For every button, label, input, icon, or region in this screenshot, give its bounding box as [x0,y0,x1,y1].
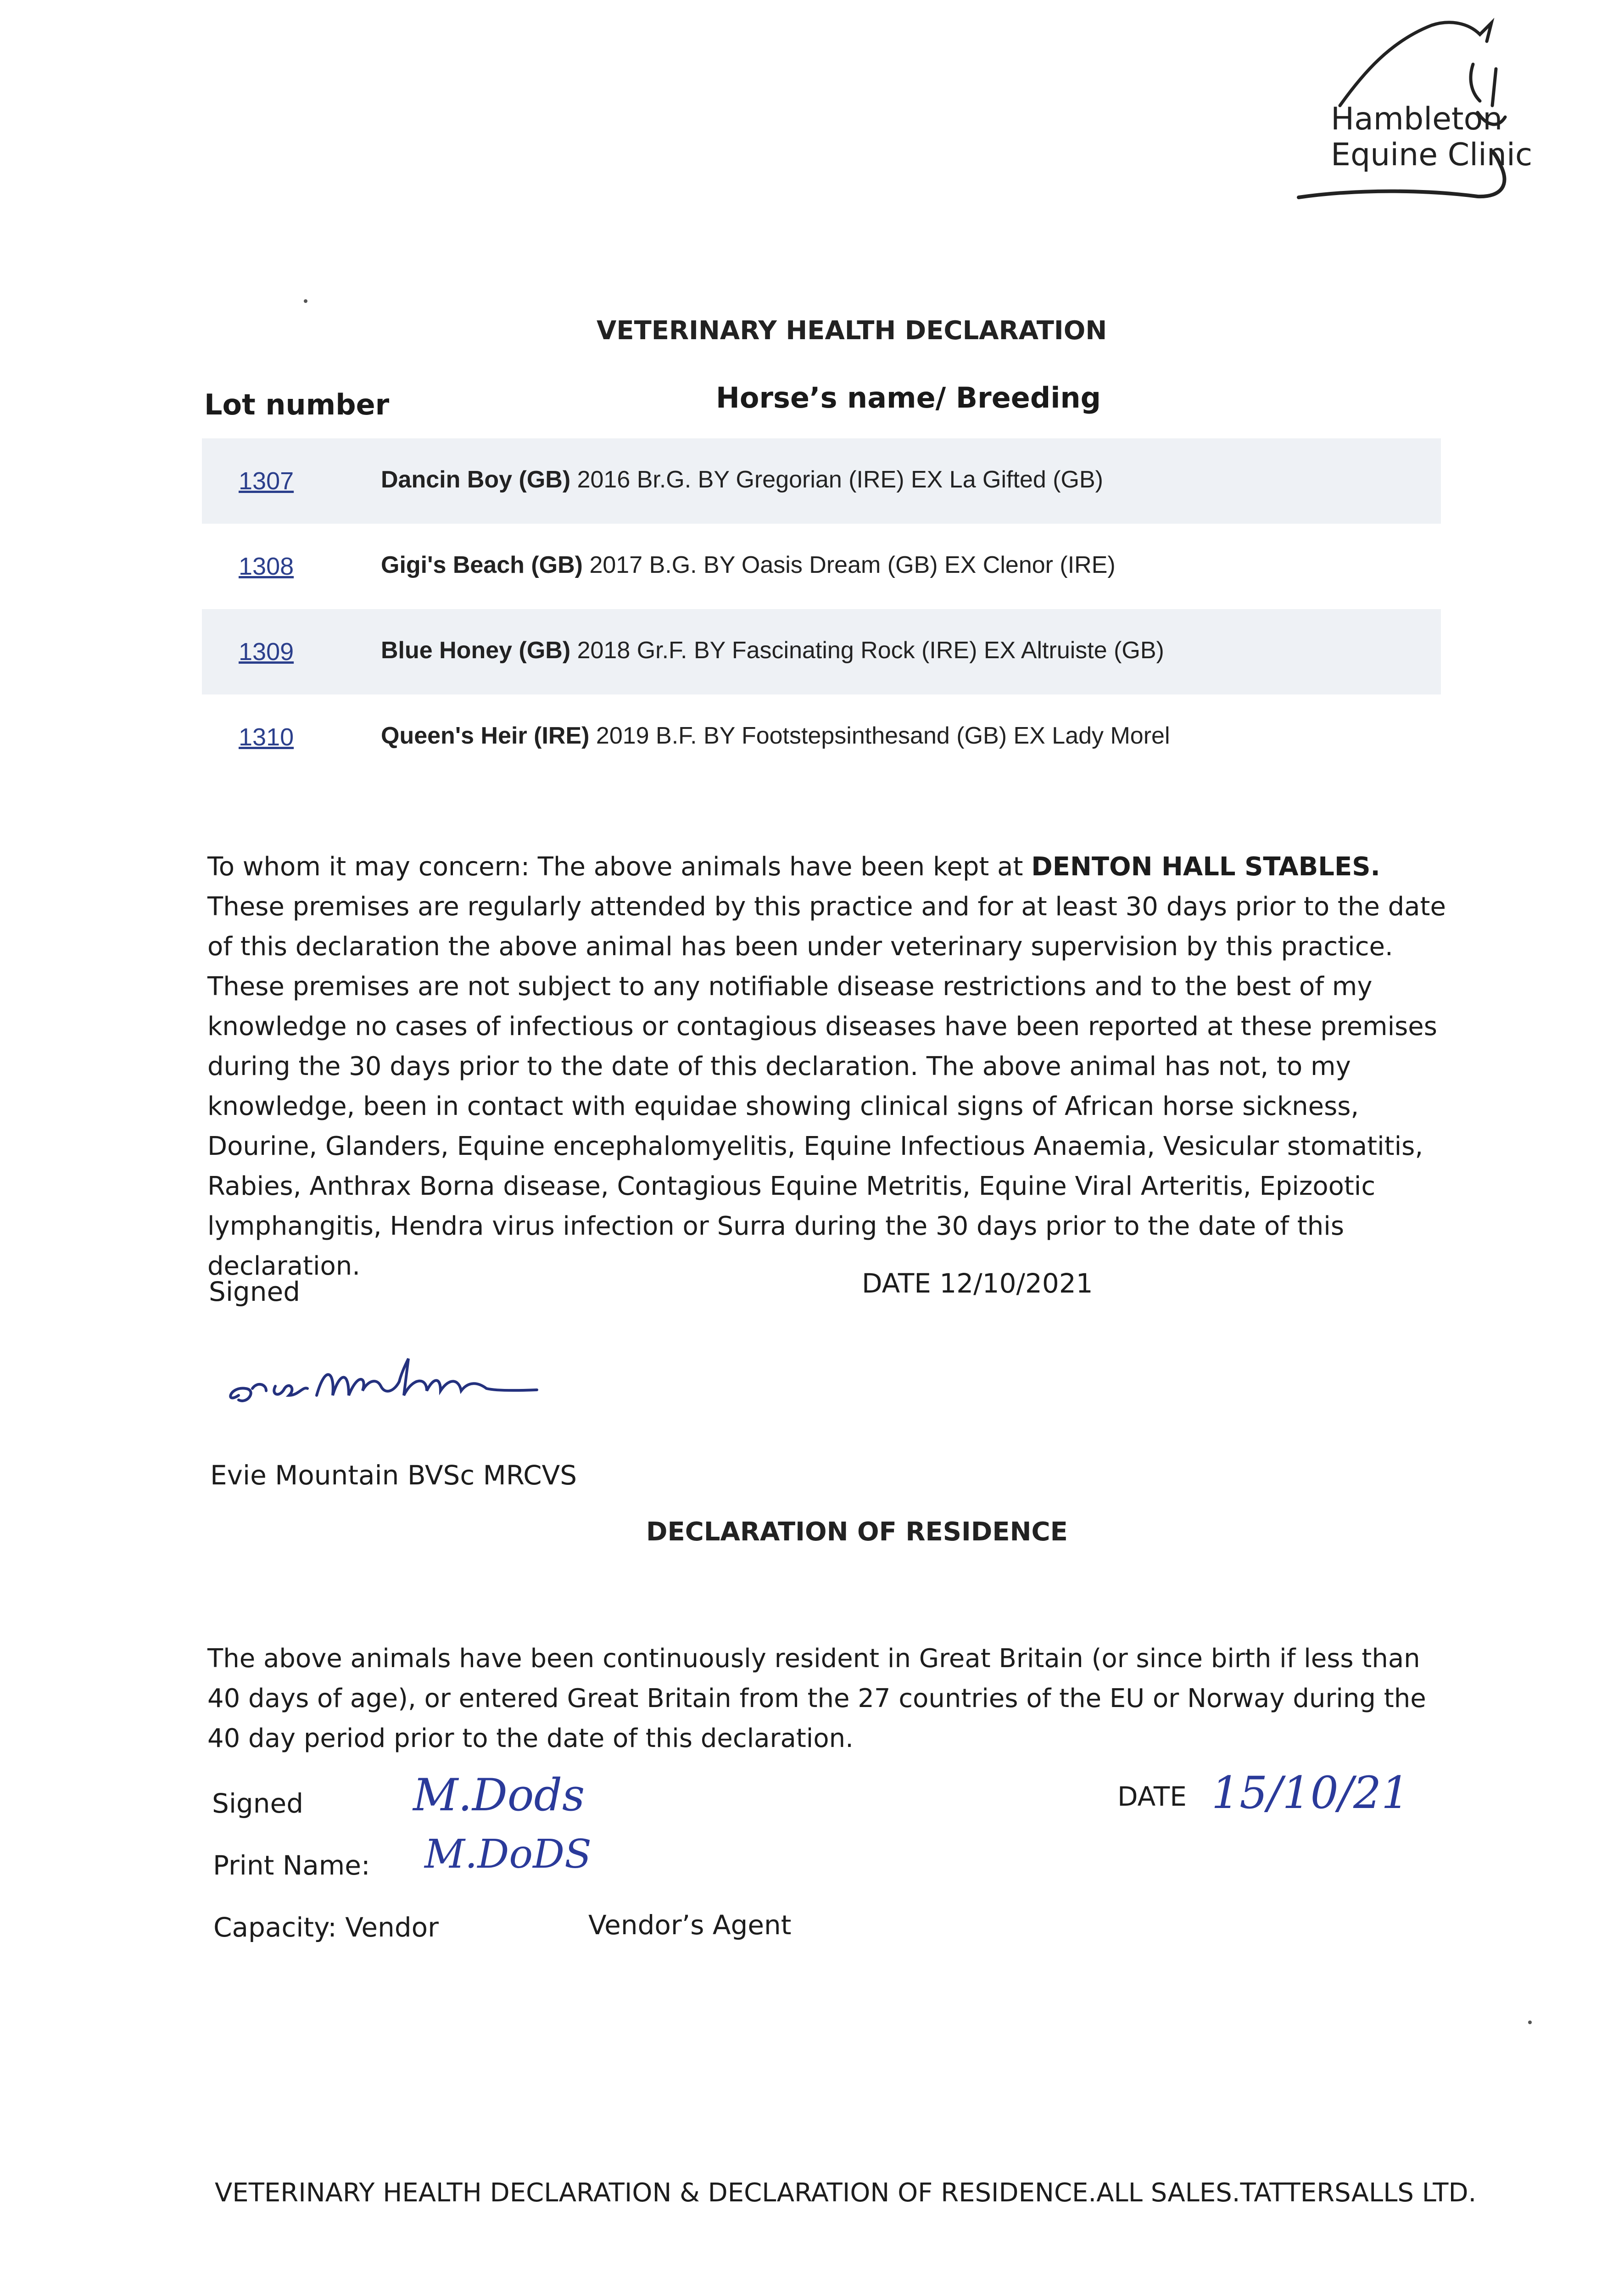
scan-speck [304,299,307,303]
health-declaration-body [207,847,1456,1286]
capacity-vendor-label: Capacity: Vendor [213,1912,439,1943]
print-name-label: Print Name: [213,1850,370,1881]
horse-name: Queen's Heir (IRE) [381,722,590,749]
vet-signature [220,1345,569,1418]
scan-speck [1528,2021,1532,2024]
horse-name: Dancin Boy (GB) [381,466,571,493]
residence-date-label: DATE [1117,1781,1187,1812]
horse-breeding: 2017 B.G. BY Oasis Dream (GB) EX Clenor (IRE) [583,552,1116,578]
horse-breeding: 2016 Br.G. BY Gregorian (IRE) EX La Gifted (GB) [570,466,1103,493]
horse-breeding: 2019 B.F. BY Footstepsinthesand (GB) EX Lady Morel [589,722,1170,749]
lot-row [202,438,1441,524]
residence-title: DECLARATION OF RESIDENCE [646,1517,1068,1547]
health-declaration-title: VETERINARY HEALTH DECLARATION [597,316,1107,346]
lot-row [202,694,1441,780]
horse-name: Gigi's Beach (GB) [381,552,583,578]
vet-name: Evie Mountain BVSc MRCVS [210,1460,577,1491]
lot-description [381,722,1170,750]
lot-number-link[interactable]: 1308 [239,553,294,580]
clinic-logo [1294,14,1551,216]
residence-signed-label: Signed [212,1788,304,1819]
logo-text-hambleton: Hambleton [1331,101,1503,137]
horse-breeding: 2018 Gr.F. BY Fascinating Rock (IRE) EX Altruiste (GB) [570,637,1164,664]
lot-number-header: Lot number [204,388,390,421]
lot-description [381,466,1103,493]
horse-name: Blue Honey (GB) [381,637,571,664]
lot-number-link[interactable]: 1309 [239,638,294,666]
residence-body: The above animals have been continuously resident in Great Britain (or since birth if less than 40 days of age), or entered Great Britain from the 27 countries of the EU or Norway during the 40 day period prior to the date of this declaration. [207,1644,1426,1753]
logo-text-equine-clinic: Equine Clinic [1331,137,1533,173]
lot-description [381,637,1164,664]
lots-table [202,438,1441,780]
lot-description [381,551,1116,579]
horse-breeding-header: Horse’s name/ Breeding [716,381,1101,414]
lot-number-link[interactable]: 1310 [239,723,294,751]
body-lead: To whom it may concern: The above animals have been kept at [207,852,1032,882]
health-declaration-date: DATE 12/10/2021 [862,1268,1093,1299]
lot-row [202,524,1441,609]
print-name-handwritten: M.DoDS [424,1831,592,1877]
residence-date-handwritten: 15/10/21 [1211,1767,1410,1819]
page-footer: VETERINARY HEALTH DECLARATION & DECLARATION OF RESIDENCE.ALL SALES.TATTERSALLS LTD. [215,2178,1477,2208]
lot-number-link[interactable]: 1307 [239,467,294,495]
lot-row [202,609,1441,694]
body-rest: These premises are regularly attended by this practice and for at least 30 days prior to the date of this declaration the above animal has been under veterinary supervision by this practice. These premises are not subject to any notifiable disease restrictions and to the best of my knowledge no cases of infectious or contagious diseases have been reported at these premises during the 30 days prior to the date of this declaration. The above animal has not, to my knowledge, been in contact with equidae showing clinical signs of African horse sickness, Dourine, Glanders, Equine encephalomyelitis, Equine Infectious Anaemia, Vesicular stomatitis, Rabies, Anthrax Borna disease, Contagious Equine Metritis, Equine Viral Arteritis, Epizootic lymphangitis, Hendra virus infection or Surra during the 30 days prior to the date of this declaration. [207,892,1446,1281]
stables-name: DENTON HALL STABLES. [1031,852,1380,882]
vendors-agent-label: Vendor’s Agent [588,1909,792,1941]
vendor-signature: M.Dods [413,1769,585,1821]
health-signed-label: Signed [209,1276,301,1307]
